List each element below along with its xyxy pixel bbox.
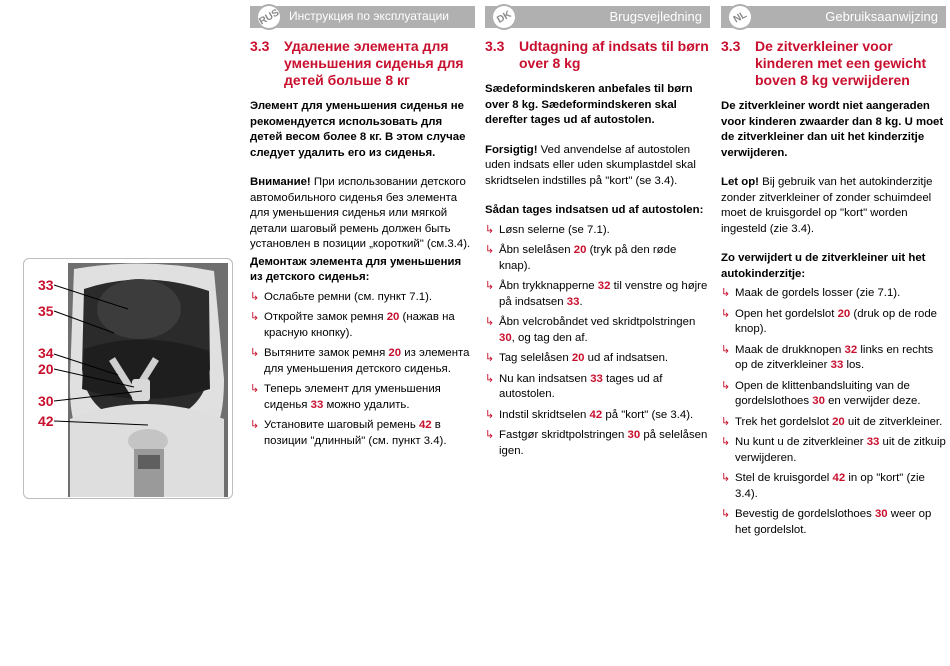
language-badge: DK <box>486 0 522 35</box>
intro-paragraph: Sædeformindskeren anbefales til børn over 8 kg. Sædeformindskeren skal derefter tages ud af autostolen. <box>485 83 693 126</box>
step-text: links en rechts op de zitverkleiner <box>735 343 934 371</box>
step-arrow-icon: ↳ <box>721 415 731 428</box>
language-badge: RUS <box>251 0 287 35</box>
warning-label: Forsigtig! <box>485 143 538 156</box>
section-heading <box>485 38 710 72</box>
step-text: из элемента для уменьшения детского сиденья. <box>264 347 470 375</box>
warning-paragraph <box>250 175 475 253</box>
step-arrow-icon: ↳ <box>721 508 731 520</box>
callout-label: 20 <box>38 361 54 377</box>
warning-text: Ved anvendelse af autostolen uden indsats eller uden skumplastdel skal skridtselen indstilles på "kort" (se 3.4). <box>485 143 696 187</box>
callout-label: 35 <box>38 303 54 319</box>
step-arrow-icon: ↳ <box>721 472 731 484</box>
section-number: 3.3 <box>250 38 270 54</box>
step-text: Откройте замок ремня <box>264 311 387 323</box>
procedure-step <box>250 382 475 413</box>
step-text: Åbn selelåsen <box>499 244 574 256</box>
step-text: , og tag den af. <box>511 331 588 344</box>
step-text: Maak de drukknopen <box>735 343 845 356</box>
step-arrow-icon: ↳ <box>485 429 495 441</box>
procedure-step <box>485 223 710 239</box>
step-arrow-icon: ↳ <box>485 280 495 292</box>
procedure-step <box>250 290 475 306</box>
section-number: 3.3 <box>485 38 505 54</box>
procedure-steps <box>250 290 475 450</box>
procedure-step <box>485 279 710 310</box>
procedure-step <box>250 346 475 377</box>
column-danish <box>485 6 710 464</box>
step-text: Åbn velcrobåndet ved skridtpolstringen <box>499 316 696 328</box>
step-arrow-icon: ↳ <box>721 287 731 299</box>
step-text: til venstre og højre på indsatsen <box>499 280 708 308</box>
procedure-step <box>485 243 710 274</box>
step-arrow-icon: ↳ <box>250 290 260 303</box>
step-arrow-icon: ↳ <box>721 379 731 392</box>
step-ref-number: 30 <box>627 429 641 441</box>
section-title: De zitverkleiner voor kinderen met een gewicht boven 8 kg verwijderen <box>755 38 927 88</box>
procedure-step <box>485 372 710 403</box>
procedure-step <box>250 418 475 449</box>
procedure-step <box>721 307 946 338</box>
step-ref-number: 33 <box>866 436 880 448</box>
procedure-step <box>721 471 946 502</box>
step-ref-number: 30 <box>499 331 512 344</box>
step-ref-number: 30 <box>812 395 825 407</box>
step-text: Установите шаговый ремень <box>264 419 419 431</box>
procedure-steps <box>721 286 946 538</box>
column-dutch <box>721 6 946 543</box>
step-ref-number: 20 <box>386 311 400 323</box>
procedure-heading: Zo verwijdert u de zitverkleiner uit het autokinderzitje: <box>721 252 926 280</box>
manual-title: Инструкция по эксплуатации <box>288 9 449 23</box>
step-text: Ослабьте ремни (см. пункт 7.1). <box>264 290 433 303</box>
procedure-heading: Демонтаж элемента для уменьшения из детского сиденья: <box>250 255 462 283</box>
procedure-step <box>721 507 946 538</box>
step-text: можно удалить. <box>323 398 410 411</box>
step-text: (tryk på den røde knap). <box>499 244 677 272</box>
step-ref-number: 20 <box>832 415 845 428</box>
step-arrow-icon: ↳ <box>250 419 260 431</box>
warning-paragraph <box>485 143 710 190</box>
procedure-step <box>250 310 475 341</box>
callout-label: 34 <box>38 345 54 361</box>
step-ref-number: 33 <box>310 398 324 411</box>
step-ref-number: 30 <box>874 508 888 520</box>
warning-label: Let op! <box>721 176 759 188</box>
step-ref-number: 42 <box>418 419 432 431</box>
step-ref-number: 32 <box>844 343 858 356</box>
section-title: Удаление элемента для уменьшения сиденья для детей больше 8 кг <box>284 38 464 88</box>
callout-label: 33 <box>38 277 54 293</box>
step-text: uit de zitverkleiner. <box>844 415 943 428</box>
step-text: Open het gordelslot <box>735 307 838 320</box>
warning-text: При использовании детского автомобильного сиденья без элемента для уменьшения сиденья или мягкой детали шаговый ремень должен быть установлен в позиции „короткий" (см.3.4). <box>250 176 471 250</box>
manual-title: Brugsvejledning <box>609 9 702 24</box>
step-text: Stel de kruisgordel <box>735 472 833 484</box>
step-arrow-icon: ↳ <box>250 311 260 323</box>
intro-paragraph: Элемент для уменьшения сиденья не рекомендуется использовать для детей весом более 8 кг. В этом случае следует удалить его из сиденья. <box>250 100 466 159</box>
step-text: Indstil skridtselen <box>499 408 590 421</box>
step-text: Вытяните замок ремня <box>264 347 389 359</box>
step-arrow-icon: ↳ <box>485 316 495 328</box>
step-text: Trek het gordelslot <box>735 415 833 428</box>
procedure-step <box>485 408 710 424</box>
callout-label: 30 <box>38 393 54 409</box>
step-ref-number: 33 <box>590 372 603 385</box>
step-arrow-icon: ↳ <box>250 383 260 395</box>
step-arrow-icon: ↳ <box>250 347 260 359</box>
step-text: på selelåsen igen. <box>499 429 708 457</box>
step-text: Fastgør skridtpolstringen <box>499 429 628 441</box>
step-text: в позиции "длинный" (см. пункт 3.4). <box>264 419 447 447</box>
procedure-step <box>721 379 946 410</box>
step-ref-number: 33 <box>566 295 580 308</box>
step-arrow-icon: ↳ <box>721 436 731 448</box>
step-ref-number: 42 <box>589 408 603 421</box>
warning-text: Bij gebruik van het autokinderzitje zonder zitverkleiner of zonder schuimdeel moet de kruisgordel op "kort" worden ingesteld (zie 3.4). <box>721 176 933 235</box>
step-ref-number: 20 <box>837 307 851 320</box>
section-heading <box>721 38 946 89</box>
warning-paragraph <box>721 175 946 237</box>
callout-label: 42 <box>38 413 54 429</box>
warning-label: Внимание! <box>250 176 311 188</box>
step-text: tages ud af autostolen. <box>499 372 663 400</box>
step-text: ud af indsatsen. <box>584 352 669 364</box>
step-text: . <box>579 295 583 308</box>
seat-illustration-frame <box>23 258 233 499</box>
section-heading <box>250 38 475 89</box>
step-text: in op "kort" (zie 3.4). <box>735 472 925 500</box>
step-text: uit de zitkuip verwijderen. <box>735 436 946 464</box>
step-ref-number: 20 <box>573 244 587 256</box>
step-ref-number: 20 <box>388 347 402 359</box>
step-text: Bevestig de gordelslothoes <box>735 508 875 520</box>
step-text: (druk op de rode knop). <box>735 307 938 335</box>
step-text: Tag selelåsen <box>499 352 572 364</box>
step-text: Nu kan indsatsen <box>499 372 591 385</box>
step-text: (нажав на красную кнопку). <box>264 311 455 339</box>
step-arrow-icon: ↳ <box>485 352 495 364</box>
procedure-step <box>721 435 946 466</box>
intro-paragraph: De zitverkleiner wordt niet aangeraden voor kinderen zwaarder dan 8 kg. U moet de zitverkleiner dan uit het kinderzitje verwijderen. <box>721 100 944 159</box>
section-title: Udtagning af indsats til børn over 8 kg <box>519 38 709 71</box>
column-russian <box>250 6 475 454</box>
step-text: på "kort" (se 3.4). <box>602 408 694 421</box>
step-ref-number: 42 <box>832 472 846 484</box>
language-header-bar <box>721 6 946 28</box>
step-arrow-icon: ↳ <box>485 408 495 421</box>
procedure-step <box>485 428 710 459</box>
procedure-steps <box>485 223 710 460</box>
step-text: en verwijder deze. <box>824 395 921 407</box>
manual-title: Gebruiksaanwijzing <box>825 9 938 24</box>
step-text: Nu kunt u de zitverkleiner <box>735 436 867 448</box>
step-ref-number: 33 <box>830 359 844 371</box>
step-text: Теперь элемент для уменьшения сиденья <box>264 383 441 411</box>
procedure-step <box>721 343 946 374</box>
step-text: Åbn trykknapperne <box>499 280 598 292</box>
section-number: 3.3 <box>721 38 741 54</box>
language-header-bar <box>485 6 710 28</box>
procedure-step <box>485 351 710 367</box>
step-text: los. <box>843 359 865 371</box>
step-arrow-icon: ↳ <box>485 372 495 385</box>
step-arrow-icon: ↳ <box>721 343 731 356</box>
step-arrow-icon: ↳ <box>485 223 495 236</box>
procedure-heading: Sådan tages indsatsen ud af autostolen: <box>485 204 704 216</box>
step-text: weer op het gordelslot. <box>735 508 932 536</box>
procedure-step <box>721 415 946 431</box>
language-badge: NL <box>722 0 758 35</box>
step-arrow-icon: ↳ <box>721 307 731 320</box>
procedure-step <box>485 315 710 346</box>
step-text: Maak de gordels losser (zie 7.1). <box>735 287 901 299</box>
language-header-bar <box>250 6 475 28</box>
procedure-step <box>721 286 946 302</box>
step-ref-number: 32 <box>597 280 611 292</box>
step-ref-number: 20 <box>571 352 585 364</box>
step-text: Løsn selerne (se 7.1). <box>499 223 610 236</box>
step-text: Open de klittenbandsluiting van de gordelslothoes <box>735 379 910 407</box>
step-arrow-icon: ↳ <box>485 244 495 256</box>
